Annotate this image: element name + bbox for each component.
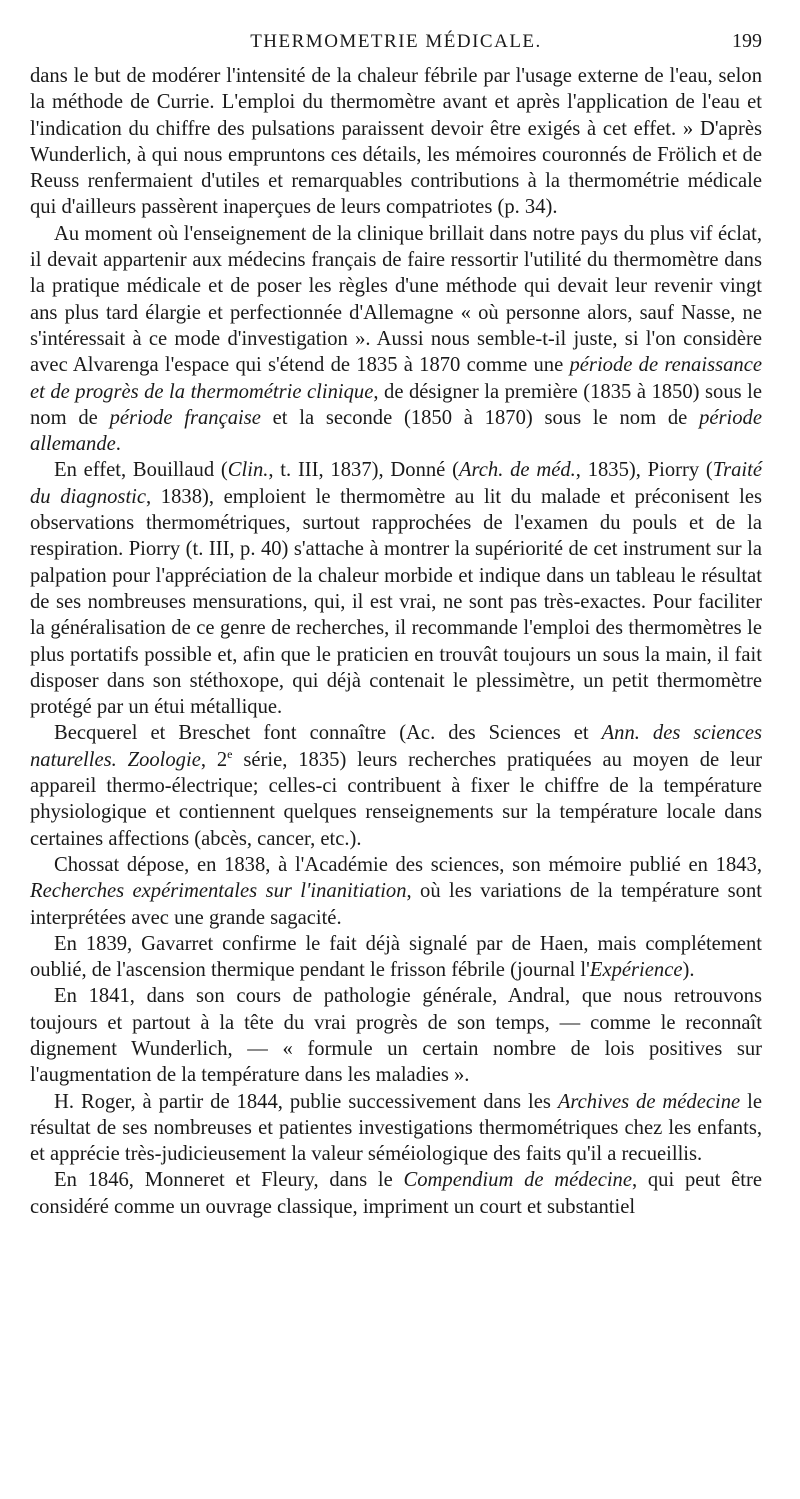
paragraph-5-text-a: Chossat dépose, en 1838, à l'Académie des sciences, son mémoire publié en 1843,: [54, 853, 762, 876]
paragraph-5: [30, 852, 762, 931]
paragraph-4-text-b: , 2: [200, 748, 228, 771]
paragraph-4-text-c: série, 1835) leurs recherches pratiquées au moyen de leur appareil thermo-électrique; celles-ci contribuent à fixer le chiffre de la température physiologique et contiennent quelques renseignements sur la température locale dans certaines affections (abcès, cancer, etc.).: [30, 748, 763, 850]
paragraph-2-text-c: et la seconde (1850 à 1870) sous le nom de: [260, 406, 700, 429]
body-text: [30, 63, 762, 1220]
paragraph-5-text-b: , où les variations de la température sont interprétées avec une grande sagacité.: [30, 880, 762, 929]
paragraph-4-italic-1: Ann. des sciences naturelles. Zoologie: [30, 722, 762, 771]
paragraph-8: [30, 1089, 762, 1168]
paragraph-6-text-a: En 1839, Gavarret confirme le fait déjà signalé par de Haen, mais complétement oublié, de l'ascension thermique pendant le frisson fébrile (journal l': [30, 932, 762, 982]
paragraph-2-text-d: .: [115, 433, 121, 456]
paragraph-1-text: dans le but de modérer l'intensité de la chaleur fébrile par l'usage externe de l'eau, selon la méthode de Currie. L'emploi du thermomètre avant et après l'application de l'eau et l'indication du chiffre des pulsations paraissent devoir être exigés à cet effet. » D'après Wunderlich, à qui nous empruntons ces détails, les mémoires couronnés de Frölich et de Reuss renfermaient d'utiles et remarquables contributions à la thermométrie médicale qui d'ailleurs passèrent inaperçues de leurs compatriotes (p. 34).: [30, 65, 762, 219]
paragraph-9-text-a: En 1846, Monneret et Fleury, dans le: [54, 1169, 404, 1192]
paragraph-8-text-b: le résultat de ses nombreuses et patientes investigations thermométriques chez les enfants, et apprécie très-judicieusement la valeur séméiologique des faits qu'il a recueillis.: [30, 1090, 762, 1166]
paragraph-8-italic-1: Archives de médecine: [557, 1090, 741, 1113]
paragraph-7-text: En 1841, dans son cours de pathologie générale, Andral, que nous retrouvons toujours et partout à la tête du vrai progrès de son temps, — comme le reconnaît dignement Wunderlich, — « formule un certain nombre de lois positives sur l'augmentation de la température dans les maladies ».: [30, 985, 762, 1087]
paragraph-8-text-a: H. Roger, à partir de 1844, publie successivement dans les: [54, 1090, 558, 1113]
paragraph-9-italic-1: Compendium de médecine: [403, 1169, 632, 1192]
paragraph-3-text-b: , t. III, 1837), Donné (: [268, 459, 459, 482]
paragraph-3-text-a: En effet, Bouillaud (: [54, 459, 228, 482]
paragraph-2-italic-1: période de renaissance et de progrès de la thermométrie clinique: [30, 354, 762, 403]
paragraph-5-italic-1: Recherches expérimentales sur l'inanitiation: [30, 880, 407, 903]
paragraph-2-text-b: , de désigner la première (1835 à 1850) sous le nom de: [30, 380, 762, 429]
paragraph-2-text-a: Au moment où l'enseignement de la clinique brillait dans notre pays du plus vif éclat, il devait appartenir aux médecins français de faire ressortir l'utilité du thermomètre dans la pratique médicale et de poser les règles d'une méthode qui devait leur revenir vingt ans plus tard élargie et perfectionnée d'Allemagne « où personne alors, sauf Nasse, ne s'intéressait à ce mode d'investigation ». Aussi nous semble-t-il juste, si l'on considère avec Alvarenga l'espace qui s'étend de 1835 à 1870 comme une: [30, 222, 762, 377]
paragraph-2-italic-2: période française: [109, 406, 261, 429]
paragraph-2-italic-3: période allemande: [30, 406, 762, 456]
paragraph-3-text-c: , 1835), Piorry (: [575, 459, 713, 482]
paragraph-4: [30, 720, 762, 851]
paragraph-9: [30, 1167, 762, 1220]
paragraph-6-italic-1: Expérience: [589, 959, 683, 982]
paragraph-3-text-d: , 1838), emploient le thermomètre au lit du malade et préconisent les observations thermométriques, surtout rapprochées de l'examen du pouls et de la respiration. Piorry (t. III, p. 40) s'attache à montrer la supériorité de cet instrument sur la palpation pour l'appréciation de la chaleur morbide et indique dans un tableau le résultat de ses nombreuses mensurations, qui, il est vrai, ne sont pas très-exactes. Pour faciliter la généralisation de ce genre de recherches, il recommande l'emploi des thermomètres le plus portatifs possible et, afin que le praticien en trouvât toujours un sous la main, il fait disposer dans son stéthoxope, qui déjà contenait le plessimètre, un petit thermomètre protégé par un étui métallique.: [30, 485, 762, 719]
paragraph-1: [30, 63, 762, 221]
paragraph-4-text-a: Becquerel et Breschet font connaître (Ac. des Sciences et: [54, 722, 602, 745]
page-number: 199: [732, 30, 762, 52]
paragraph-2: [30, 221, 762, 458]
paragraph-4-superscript: e: [227, 746, 233, 761]
paragraph-3: [30, 457, 762, 720]
paragraph-3-italic-3: Traité du diagnostic: [30, 459, 763, 508]
paragraph-9-text-b: , qui peut être considéré comme un ouvrage classique, impriment un court et substantiel: [30, 1169, 762, 1218]
paragraph-3-italic-1: Clin.: [227, 459, 269, 482]
running-title: THERMOMETRIE MÉDICALE.: [250, 31, 542, 52]
paragraph-6-text-b: ).: [682, 959, 695, 982]
running-head: [30, 28, 762, 58]
paragraph-3-italic-2: Arch. de méd.: [458, 459, 576, 482]
paragraph-6: [30, 931, 762, 984]
paragraph-7: [30, 983, 762, 1088]
